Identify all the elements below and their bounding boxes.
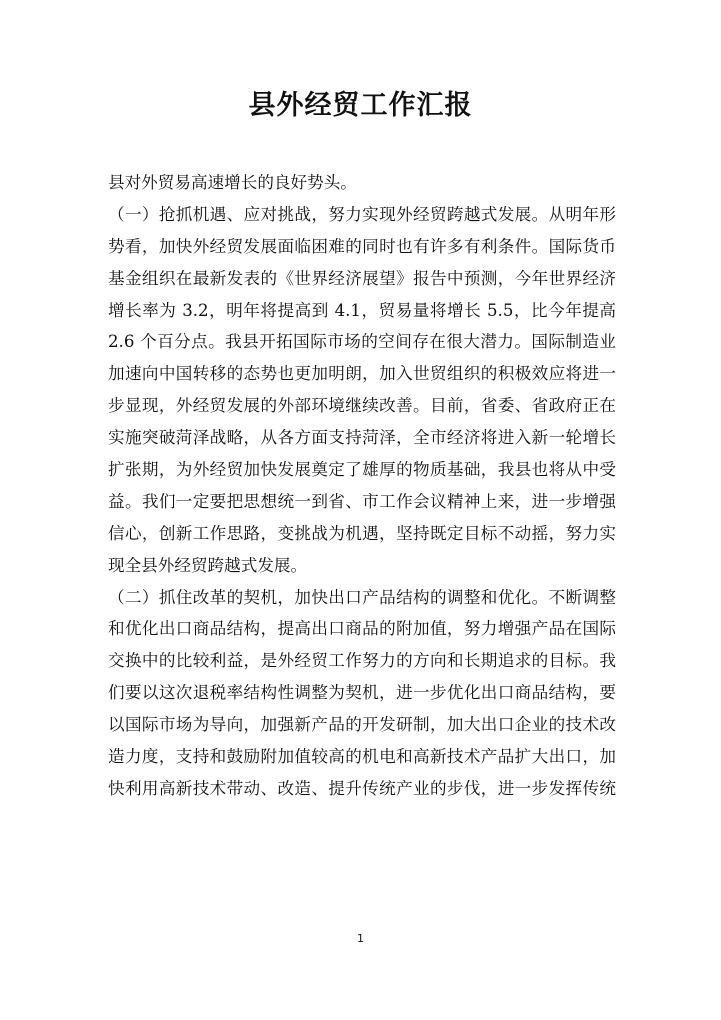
text-line: 步显现，外经贸发展的外部环境继续改善。目前，省委、省政府正在 bbox=[108, 396, 616, 416]
text-line: 造力度，支持和鼓励附加值较高的机电和高新技术产品扩大出口，加 bbox=[108, 747, 616, 767]
text-line: 益。我们一定要把思想统一到省、市工作会议精神上来，进一步增强 bbox=[108, 491, 616, 511]
document-body bbox=[108, 167, 616, 805]
text-line: 加速向中国转移的态势也更加明朗，加入世贸组织的积极效应将进一 bbox=[108, 364, 616, 384]
text-line: 增长率为 3.2，明年将提高到 4.1，贸易量将增长 5.5，比今年提高 bbox=[108, 300, 616, 320]
page-number: 1 bbox=[357, 932, 364, 945]
text-line: 基金组织在最新发表的《世界经济展望》报告中预测，今年世界经济 bbox=[108, 268, 616, 288]
text-line: 信心，创新工作思路，变挑战为机遇，坚持既定目标不动摇，努力实 bbox=[108, 523, 616, 543]
text-line: 现全县外经贸跨越式发展。 bbox=[108, 555, 308, 575]
text-line: （一）抢抓机遇、应对挑战，努力实现外经贸跨越式发展。从明年形 bbox=[108, 204, 616, 224]
text-line: 2.6 个百分点。我县开拓国际市场的空间存在很大潜力。国际制造业 bbox=[108, 332, 616, 352]
document-title: 县外经贸工作汇报 bbox=[248, 90, 473, 121]
text-line: 扩张期，为外经贸加快发展奠定了雄厚的物质基础，我县也将从中受 bbox=[108, 460, 616, 480]
text-line: 势看，加快外经贸发展面临困难的同时也有许多有利条件。国际货币 bbox=[108, 236, 616, 256]
text-line: 县对外贸易高速增长的良好势头。 bbox=[108, 173, 357, 192]
text-line: 们要以这次退税率结构性调整为契机，进一步优化出口商品结构，要 bbox=[108, 683, 616, 703]
text-line: 实施突破菏泽战略，从各方面支持菏泽，全市经济将进入新一轮增长 bbox=[108, 428, 616, 448]
text-line: （二）抓住改革的契机，加快出口产品结构的调整和优化。不断调整 bbox=[108, 587, 616, 607]
text-line: 和优化出口商品结构，提高出口商品的附加值，努力增强产品在国际 bbox=[108, 619, 616, 639]
text-line: 快利用高新技术带动、改造、提升传统产业的步伐，进一步发挥传统 bbox=[108, 778, 616, 798]
text-line: 以国际市场为导向，加强新产品的开发研制，加大出口企业的技术改 bbox=[108, 715, 616, 735]
text-line: 交换中的比较利益，是外经贸工作努力的方向和长期追求的目标。我 bbox=[108, 651, 616, 671]
